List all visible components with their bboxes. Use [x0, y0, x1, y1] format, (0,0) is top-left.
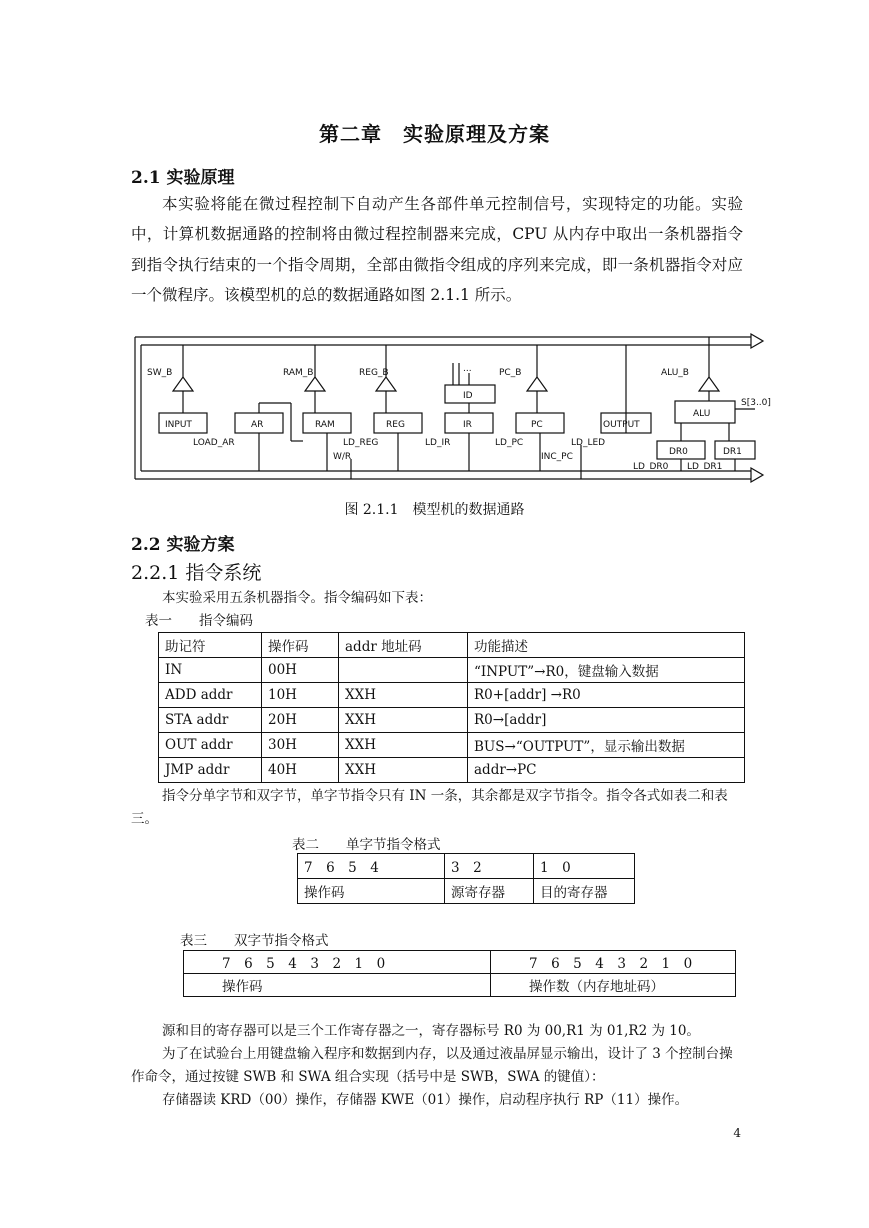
table3-caption: 表三 双字节指令格式	[180, 933, 329, 949]
table-row	[184, 951, 736, 974]
table-row	[298, 854, 635, 879]
label-pc-b: PC_B	[499, 368, 522, 378]
principle-text: 本实验将能在微过程控制下自动产生各部件单元控制信号，实现特定的功能。实验中，计算机数据通路的控制将由微过程控制器来完成，CPU 从内存中取出一条机器指令到指令执行结束的一个指令周期，全部由微指令组成的序列来完成，即一条机器指令对应一个微程序。该模型机的总的数据通路如图 2.1.1 所示。	[131, 195, 743, 305]
table-cell: XXH	[339, 758, 468, 783]
page-number: 4	[733, 1126, 741, 1140]
label-ram: RAM	[315, 420, 335, 430]
console-text: 为了在试验台上用键盘输入程序和数据到内存，以及通过液晶屏显示输出，设计了 3 个控制台操作命令，通过按键 SWB 和 SWA 组合实现（括号中是 SWB，SWA 的键值）：	[131, 1046, 733, 1085]
section-heading-2-2: 2.2 实验方案	[131, 535, 235, 555]
label-dr0: DR0	[669, 447, 688, 457]
field-cell: 源寄存器	[445, 879, 534, 904]
label-alu: ALU	[693, 409, 711, 419]
label-dots: ...	[463, 364, 472, 374]
label-s: S[3..0]	[741, 398, 771, 408]
label-ar: AR	[251, 420, 264, 430]
table-cell: XXH	[339, 683, 468, 708]
table-header-row	[159, 633, 745, 658]
label-output: OUTPUT	[603, 420, 640, 430]
table-cell: R0→[addr]	[468, 708, 745, 733]
table-cell: 40H	[262, 758, 339, 783]
header-cell: 功能描述	[468, 633, 745, 658]
table1-caption: 表一 指令编码	[145, 613, 253, 629]
table-cell: XXH	[339, 733, 468, 758]
table-cell: “INPUT”→R0，键盘输入数据	[468, 658, 745, 683]
table-cell: 10H	[262, 683, 339, 708]
field-cell: 操作数（内存地址码）	[491, 974, 736, 997]
field-cell: 操作码	[298, 879, 445, 904]
format-text: 指令分单字节和双字节，单字节指令只有 IN 一条，其余都是双字节指令。指令各式如表二和表三。	[131, 788, 728, 827]
field-cell: 目的寄存器	[534, 879, 635, 904]
bits-cell: 7 6 5 4 3 2 1 0	[491, 951, 736, 974]
chapter-title: 第二章 实验原理及方案	[319, 122, 550, 146]
table-cell: XXH	[339, 708, 468, 733]
instruction-intro-text: 本实验采用五条机器指令。指令编码如下表：	[162, 590, 432, 606]
table-cell: IN	[159, 658, 262, 683]
label-alu-b: ALU_B	[661, 368, 689, 378]
bits-cell: 3 2	[445, 854, 534, 879]
label-pc: PC	[531, 420, 543, 430]
label-ld-dr1: LD_DR1	[687, 462, 723, 472]
table-cell: ADD addr	[159, 683, 262, 708]
label-ir: IR	[463, 420, 472, 430]
operations-text: 存储器读 KRD（00）操作，存储器 KWE（01）操作，启动程序执行 RP（11）操作。	[162, 1092, 689, 1108]
registers-text: 源和目的寄存器可以是三个工作寄存器之一，寄存器标号 R0 为 00,R1 为 01,R2 为 10。	[162, 1023, 700, 1039]
label-ram-b: RAM_B	[283, 368, 314, 378]
table2-caption: 表二 单字节指令格式	[292, 837, 441, 853]
format-paragraph	[131, 785, 743, 831]
label-load-ar: LOAD_AR	[193, 438, 235, 448]
section-heading-2-1: 2.1 实验原理	[131, 168, 235, 188]
table-cell: JMP addr	[159, 758, 262, 783]
label-ld-pc: LD_PC	[495, 438, 524, 448]
label-sw-b: SW_B	[147, 368, 173, 378]
table-cell: 30H	[262, 733, 339, 758]
table-cell	[339, 658, 468, 683]
bits-cell: 7 6 5 4 3 2 1 0	[184, 951, 491, 974]
table-row	[159, 733, 745, 758]
table-row	[159, 683, 745, 708]
label-ld-led: LD_LED	[571, 438, 606, 448]
section-heading-2-2-1: 2.2.1 指令系统	[131, 562, 262, 584]
label-ld-dr0: LD_DR0	[633, 462, 669, 472]
instruction-intro	[131, 587, 743, 610]
table-cell: BUS→“OUTPUT”，显示输出数据	[468, 733, 745, 758]
table-cell: addr→PC	[468, 758, 745, 783]
label-dr1: DR1	[723, 447, 742, 457]
table-cell: 20H	[262, 708, 339, 733]
table-cell: R0+[addr] →R0	[468, 683, 745, 708]
label-reg: REG	[386, 420, 405, 430]
table-row	[159, 708, 745, 733]
figure-caption: 图 2.1.1 模型机的数据通路	[344, 502, 525, 518]
label-input: INPUT	[165, 420, 192, 430]
header-cell: addr 地址码	[339, 633, 468, 658]
table-cell: OUT addr	[159, 733, 262, 758]
table-row	[184, 974, 736, 997]
table-cell: 00H	[262, 658, 339, 683]
header-cell: 助记符	[159, 633, 262, 658]
label-inc-pc: INC_PC	[541, 452, 573, 462]
label-wr: W/R	[333, 452, 352, 462]
label-ld-ir: LD_IR	[425, 438, 451, 448]
bits-cell: 7 6 5 4	[298, 854, 445, 879]
closing-paragraphs	[131, 1020, 743, 1112]
principle-paragraph	[131, 189, 743, 311]
table-row	[298, 879, 635, 904]
table-row	[159, 758, 745, 783]
table-cell: STA addr	[159, 708, 262, 733]
table-row	[159, 658, 745, 683]
label-ld-reg: LD_REG	[343, 438, 379, 448]
field-cell: 操作码	[184, 974, 491, 997]
label-reg-b: REG_B	[359, 368, 389, 378]
single-byte-format-table	[297, 853, 635, 904]
double-byte-format-table	[183, 950, 736, 997]
header-cell: 操作码	[262, 633, 339, 658]
datapath-figure	[133, 335, 771, 485]
instruction-table	[158, 632, 745, 783]
label-id: ID	[463, 391, 473, 401]
bits-cell: 1 0	[534, 854, 635, 879]
